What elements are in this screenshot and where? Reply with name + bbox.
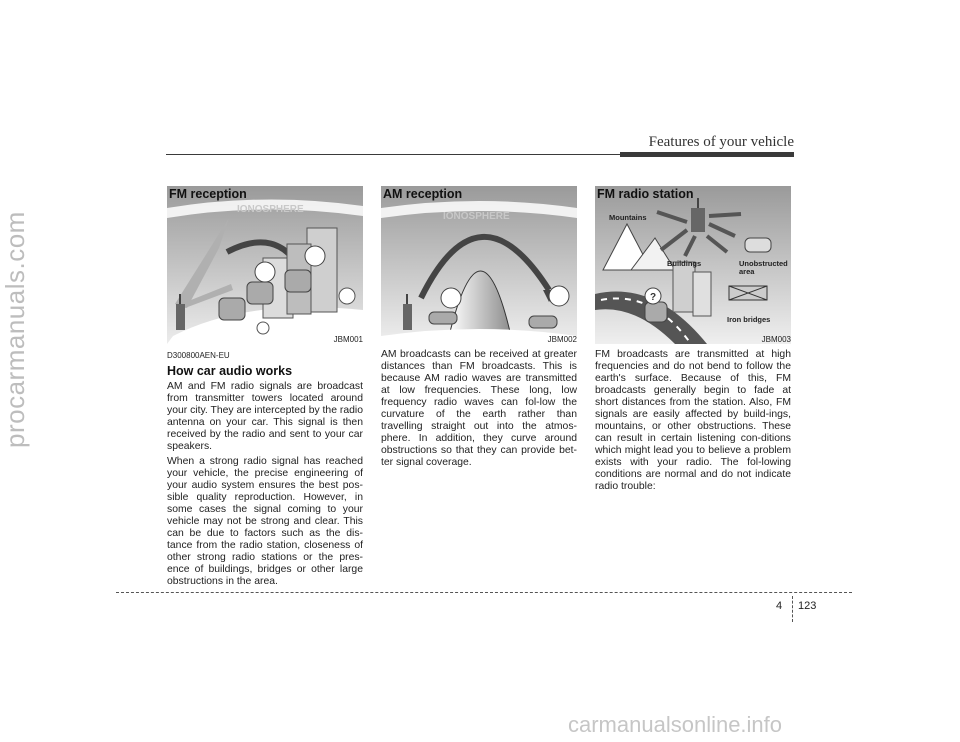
page-number: 123 — [798, 600, 817, 612]
column-3 — [595, 186, 791, 493]
svg-text:?: ? — [650, 292, 657, 303]
section-title: Features of your vehicle — [648, 134, 794, 150]
column-2 — [381, 186, 577, 469]
footer-rule — [116, 592, 852, 593]
figure-code: JBM001 — [333, 335, 363, 344]
figure-fm-radio-station — [595, 186, 791, 344]
figure-code: JBM003 — [761, 335, 791, 344]
figure-title: AM reception — [383, 187, 463, 201]
ionosphere-label: IONOSPHERE — [237, 204, 304, 215]
page-divider — [792, 596, 793, 622]
section-heading: How car audio works — [167, 364, 293, 378]
ionosphere-label: IONOSPHERE — [443, 211, 510, 222]
paragraph: When a strong radio signal has reached your vehicle, the precise engineering of your audio system ensures the best pos-sible quality reproduction. However, in some cases the signal coming to your vehicle may not be strong and clear. This can be due to factors such as the dis-tance from the radio station, closeness of other strong radio stations or the pres-ence of buildings, bridges or other large obstructions in the area. — [167, 456, 363, 587]
fm-reception-illustration — [167, 186, 363, 344]
figure-am-reception — [381, 186, 577, 344]
am-reception-illustration — [381, 186, 577, 344]
paragraph: AM and FM radio signals are broadcast from transmitter towers located around your city. They are intercepted by the radio antenna on your car. This signal is then received by the radio and sent to your car speakers. — [167, 381, 363, 452]
mountains-label: Mountains — [609, 213, 647, 222]
figure-title: FM reception — [169, 187, 247, 201]
section-code: D300800AEN-EU — [167, 351, 230, 360]
buildings-label: Buildings — [667, 259, 702, 268]
paragraph: FM broadcasts are transmitted at high frequencies and do not bend to follow the earth's surface. Because of this, FM broadcasts generally begin to fade at short distances from the station. Also, FM signals are easily affected by build-ings, mountains, or other obstructions. These can result in certain listening con-ditions which might lead you to believe a problem exists with your radio. The fol-lowing conditions are normal and do not indicate radio trouble: — [595, 349, 791, 492]
header-bar — [620, 152, 794, 157]
paragraph: AM broadcasts can be received at greater distances than FM broadcasts. This is because AM radio waves are transmitted at low frequencies. These long, low frequency radio waves can fol-low the curvature of the earth rather than travelling straight out into the atmos-phere. In addition, they curve around obstructions so that they can provide bet-ter signal coverage. — [381, 349, 577, 468]
figure-fm-reception — [167, 186, 363, 344]
figure-title: FM radio station — [597, 187, 694, 201]
column-1 — [167, 186, 363, 588]
bottom-watermark: carmanualsonline.info — [568, 712, 783, 737]
iron-bridges-label: Iron bridges — [727, 315, 771, 324]
figure-code: JBM002 — [547, 335, 577, 344]
unobstructed-area-label: Unobstructed area — [739, 259, 788, 276]
chapter-number: 4 — [776, 600, 783, 612]
side-watermark: procarmanuals.com — [0, 211, 30, 448]
